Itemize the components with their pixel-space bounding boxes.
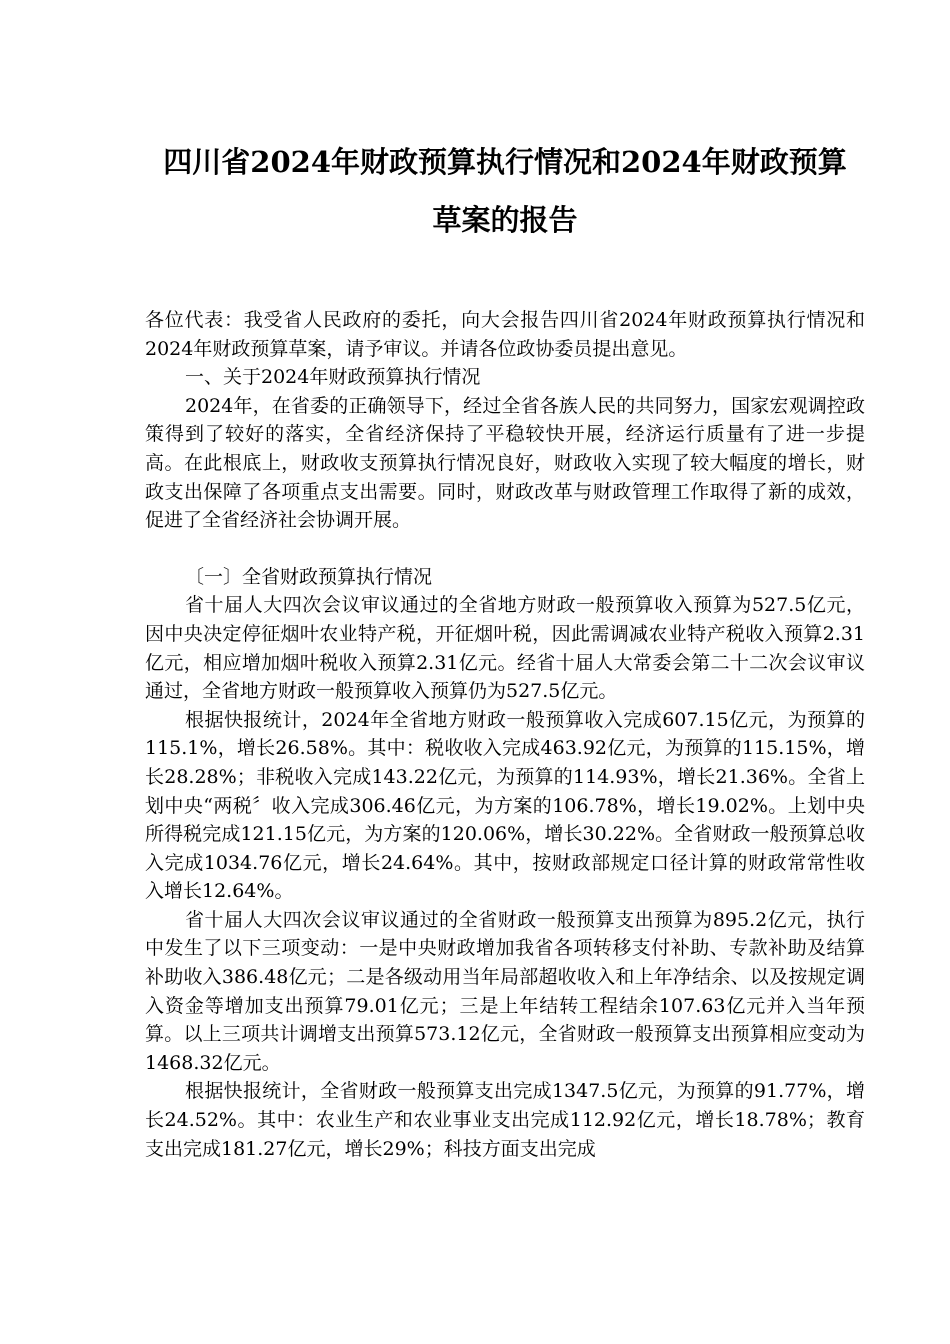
revenue-budget-paragraph: 省十届人大四次会议审议通过的全省地方财政一般预算收入预算为527.5亿元，因中央决定停征烟叶农业特产税，开征烟叶税，因此需调减农业特产税收入预算2.31亿元，相应增加烟叶税收入预算2.31亿元。经省十届人大常委会第二十二次会议审议通过，全省地方财政一般预算收入预算仍为527.5亿元。 bbox=[145, 594, 865, 703]
revenue-execution-paragraph: 根据快报统计，2024年全省地方财政一般预算收入完成607.15亿元，为预算的115.1%，增长26.58%。其中：税收收入完成463.92亿元，为预算的115.15%，增长28.28%；非税收入完成143.22亿元，为预算的114.93%，增长21.36%。全省上划中央“两税〞收入完成306.46亿元，为方案的106.78%，增长19.02%。上划中央所得税完成121.15亿元，为方案的120.06%，增长30.22%。全省财政一般预算总收入完成1034.76亿元，增长24.64%。其中，按财政部规定口径计算的财政常常性收入增长12.64%。 bbox=[145, 708, 865, 903]
expenditure-execution-paragraph: 根据快报统计，全省财政一般预算支出完成1347.5亿元，为预算的91.77%，增长24.52%。其中：农业生产和农业事业支出完成112.92亿元，增长18.78%；教育支出完成181.27亿元，增长29%；科技方面支出完成 bbox=[145, 1080, 865, 1160]
expenditure-budget-paragraph: 省十届人大四次会议审议通过的全省财政一般预算支出预算为895.2亿元，执行中发生了以下三项变动：一是中央财政增加我省各项转移支付补助、专款补助及结算补助收入386.48亿元；二是各级动用当年局部超收收入和上年净结余、以及按规定调入资金等增加支出预算79.01亿元；三是上年结转工程结余107.63亿元并入当年预算。以上三项共计调增支出预算573.12亿元，全省财政一般预算支出预算相应变动为1468.32亿元。 bbox=[145, 908, 865, 1074]
subsection-heading-1: 〔一〕全省财政预算执行情况 bbox=[185, 565, 433, 588]
report-title-line-2: 草案的报告 bbox=[432, 203, 578, 237]
overview-paragraph: 2024年，在省委的正确领导下，经过全省各族人民的共同努力，国家宏观调控政策得到了较好的落实，全省经济保持了平稳较快开展，经济运行质量有了进一步提高。在此根底上，财政收支预算执行情况良好，财政收入实现了较大幅度的增长，财政支出保障了各项重点支出需要。同时，财政改革与财政管理工作取得了新的成效，促进了全省经济社会协调开展。 bbox=[145, 394, 865, 532]
report-title-line-1: 四川省2024年财政预算执行情况和2024年财政预算 bbox=[163, 145, 847, 179]
section-heading-1: 一、关于2024年财政预算执行情况 bbox=[185, 366, 481, 389]
opening-paragraph: 各位代表：我受省人民政府的委托，向大会报告四川省2024年财政预算执行情况和2024年财政预算草案，请予审议。并请各位政协委员提出意见。 bbox=[145, 309, 865, 360]
report-body bbox=[145, 306, 865, 1163]
